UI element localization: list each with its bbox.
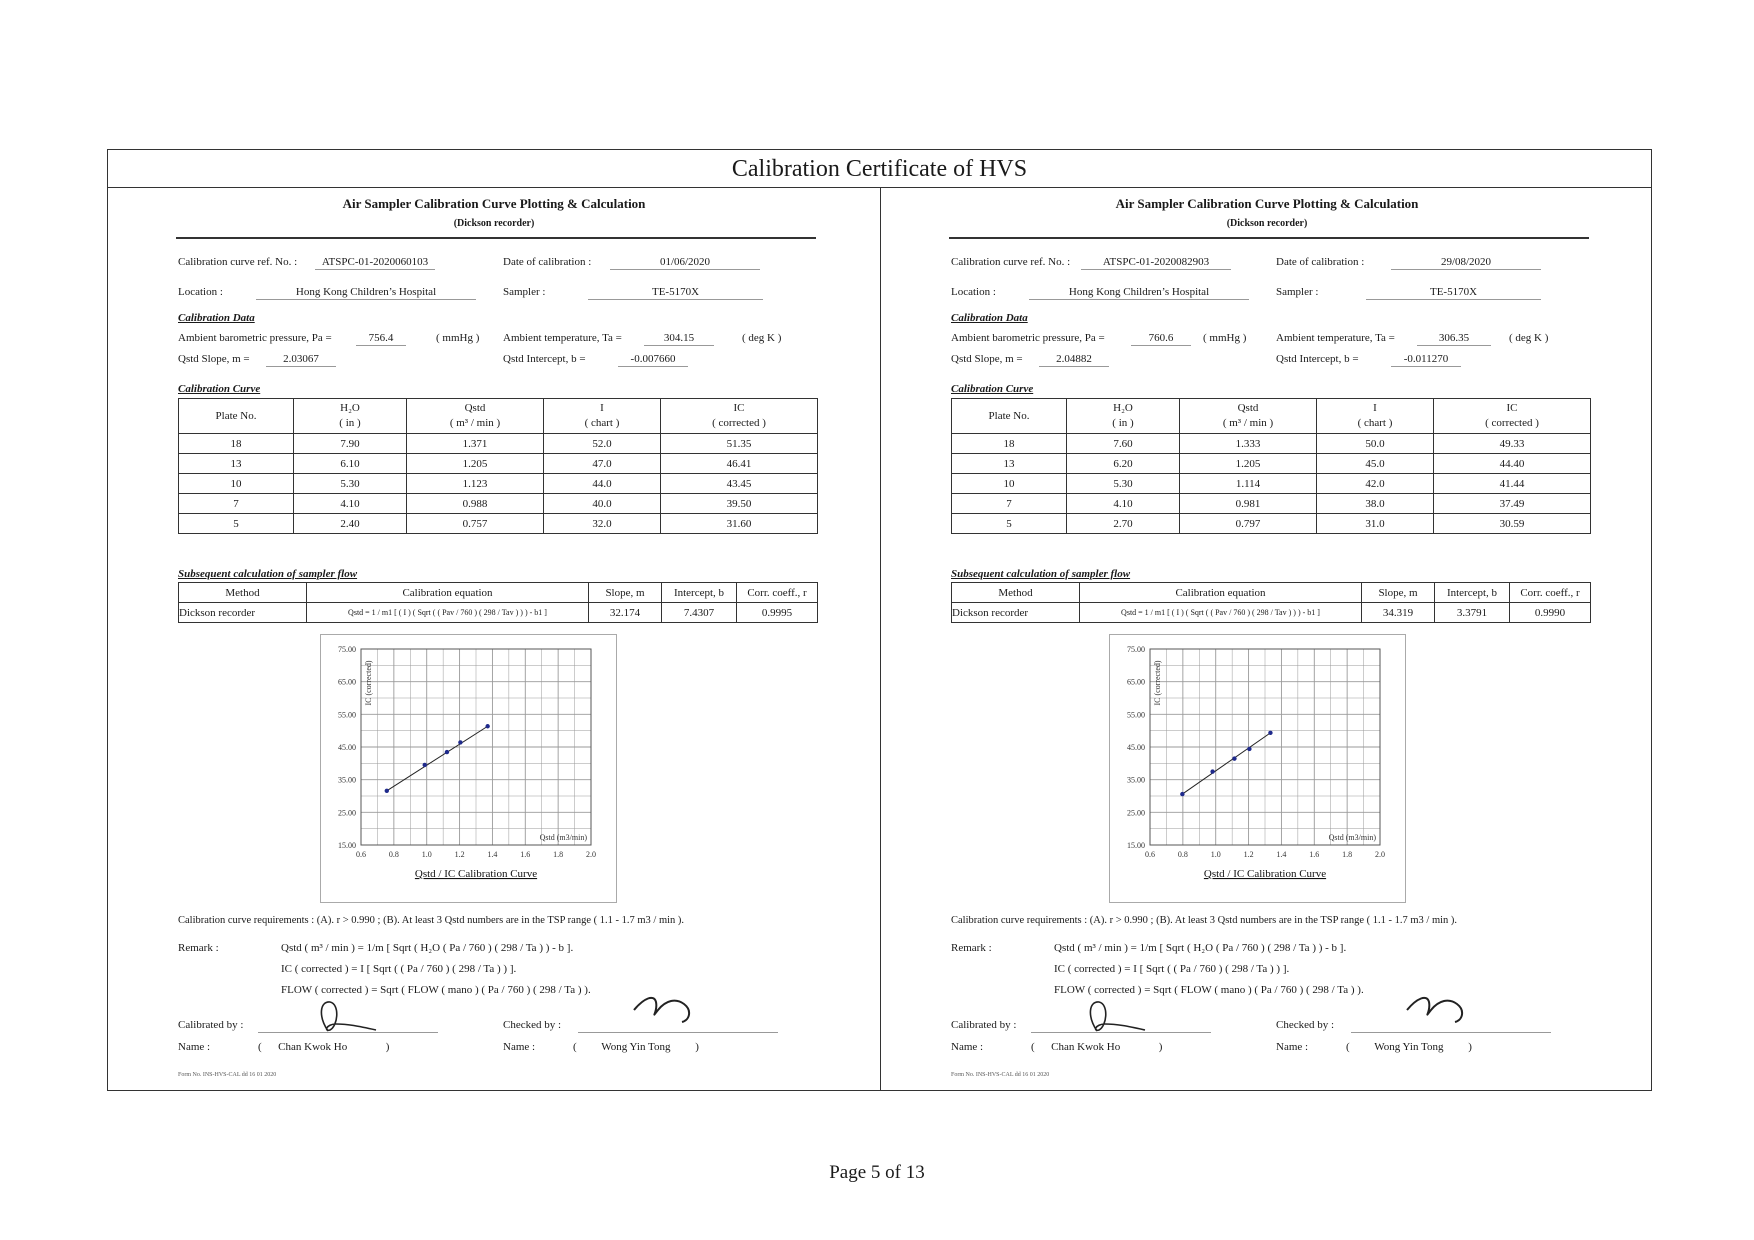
table-row: Dickson recorder Qstd = 1 / m1 [ ( I ) ( Sqrt ( ( Pav / 760 ) ( 298 / Tav ) ) ) - b1 ] 32.174 7.4307 0.9995 [179, 603, 818, 623]
header-qstd: Qstd ( m³ / min ) [407, 399, 544, 434]
temperature-label: Ambient temperature, Ta = [503, 332, 622, 344]
chart-x-tick-label: 1.8 [1342, 850, 1353, 859]
ref-value: ATSPC-01-2020060103 [315, 255, 435, 270]
checked-name: ( Wong Yin Tong ) [1346, 1041, 1472, 1053]
table-header-row: Method Calibration equation Slope, m Intercept, b Corr. coeff., r [179, 583, 818, 603]
chart-svg [321, 635, 616, 902]
chart-title: Qstd / IC Calibration Curve [414, 868, 538, 880]
calibrated-name: ( Chan Kwok Ho ) [258, 1041, 390, 1053]
calibration-curve-table [951, 398, 1591, 534]
chart-x-tick-label: 0.8 [1177, 850, 1188, 859]
checker-signature [1401, 988, 1491, 1028]
calibrated-by-label: Calibrated by : [178, 1019, 244, 1031]
chart-x-tick-label: 1.6 [520, 850, 531, 859]
date-value: 29/08/2020 [1391, 255, 1541, 270]
pressure-unit: ( mmHg ) [436, 332, 480, 344]
sampler-flow-table [951, 582, 1591, 623]
sampler-value: TE-5170X [588, 285, 763, 300]
calibration-curve-heading: Calibration Curve [951, 383, 1034, 395]
chart-y-tick-label: 15.00 [338, 841, 356, 850]
panel-title: Air Sampler Calibration Curve Plotting & Calculation [342, 196, 646, 211]
date-label: Date of calibration : [1276, 256, 1365, 268]
chart-trendline [387, 726, 488, 791]
calibration-curve-heading: Calibration Curve [178, 383, 261, 395]
chart-y-tick-label: 25.00 [1127, 808, 1145, 818]
chart-y-tick-label: 25.00 [338, 808, 356, 818]
ref-label: Calibration curve ref. No. : [178, 256, 298, 268]
temperature-value: 304.15 [644, 331, 714, 346]
chart-y-axis-label: IC (corrected) [364, 660, 373, 706]
calibrator-signature [308, 996, 388, 1036]
pressure-label: Ambient barometric pressure, Pa = [951, 332, 1105, 344]
checked-name: ( Wong Yin Tong ) [573, 1041, 699, 1053]
ref-value: ATSPC-01-2020082903 [1081, 255, 1231, 270]
table-row: 5 2.40 0.757 32.0 31.60 [179, 514, 818, 534]
chart-y-tick-label: 35.00 [1127, 775, 1145, 785]
header-plate: Plate No. [952, 399, 1067, 434]
remark-line-2: IC ( corrected ) = I [ Sqrt ( ( Pa / 760 ) ( 298 / Ta ) ) ]. [1054, 963, 1290, 975]
flow-heading: Subsequent calculation of sampler flow [178, 568, 358, 580]
calibration-curve-table [178, 398, 818, 534]
chart-y-tick-label: 45.00 [338, 743, 356, 752]
date-label: Date of calibration : [503, 256, 592, 268]
chart-x-tick-label: 1.0 [421, 850, 432, 859]
calibration-chart-right [1109, 634, 1406, 903]
header-i: I ( chart ) [1317, 399, 1434, 434]
chart-point [1232, 756, 1236, 760]
ref-label: Calibration curve ref. No. : [951, 256, 1071, 268]
chart-point [485, 724, 489, 728]
header-ic: IC ( corrected ) [1434, 399, 1591, 434]
checked-by-label: Checked by : [1276, 1019, 1335, 1031]
slope-value: 2.03067 [266, 352, 336, 367]
pressure-label: Ambient barometric pressure, Pa = [178, 332, 332, 344]
chart-y-tick-label: 15.00 [1127, 841, 1145, 850]
chart-point [1247, 747, 1251, 751]
calibration-chart-left [320, 634, 617, 903]
header-h2o: H₂O ( in ) [1067, 399, 1180, 434]
location-label: Location : [951, 286, 996, 298]
table-row: 13 6.20 1.205 45.0 44.40 [952, 454, 1591, 474]
panel-subtitle: (Dickson recorder) [1226, 218, 1308, 229]
certificate-title: Calibration Certificate of HVS [108, 150, 1651, 188]
chart-point [1180, 792, 1184, 796]
sampler-value: TE-5170X [1366, 285, 1541, 300]
temperature-label: Ambient temperature, Ta = [1276, 332, 1395, 344]
chart-y-axis-label: IC (corrected) [1153, 660, 1162, 706]
chart-point [423, 763, 427, 767]
remark-line-3: FLOW ( corrected ) = Sqrt ( FLOW ( mano ) ( Pa / 760 ) ( 298 / Ta ) ). [281, 984, 591, 996]
sampler-label: Sampler : [503, 286, 546, 298]
table-row: 7 4.10 0.988 40.0 39.50 [179, 494, 818, 514]
chart-x-tick-label: 0.6 [356, 850, 366, 859]
calibration-panel-right [881, 188, 1653, 1090]
table-header-row: Method Calibration equation Slope, m Intercept, b Corr. coeff., r [952, 583, 1591, 603]
sampler-flow-table [178, 582, 818, 623]
table-row: 13 6.10 1.205 47.0 46.41 [179, 454, 818, 474]
flow-heading: Subsequent calculation of sampler flow [951, 568, 1131, 580]
panel-title: Air Sampler Calibration Curve Plotting & Calculation [1115, 196, 1419, 211]
chart-y-tick-label: 55.00 [1127, 710, 1145, 720]
chart-point [385, 789, 389, 793]
table-row: 18 7.90 1.371 52.0 51.35 [179, 434, 818, 454]
form-number: Form No. INS-HVS-CAL dd 16 01 2020 [178, 1072, 277, 1078]
calibration-panel-left [108, 188, 880, 1090]
table-header-row [179, 399, 818, 434]
calibrated-name-label: Name : [178, 1041, 211, 1053]
pressure-value: 760.6 [1131, 331, 1191, 346]
chart-y-tick-label: 35.00 [338, 775, 356, 785]
title-rule [176, 237, 816, 239]
table-row: 5 2.70 0.797 31.0 30.59 [952, 514, 1591, 534]
location-value: Hong Kong Children’s Hospital [256, 285, 476, 300]
page-number: Page 5 of 13 [829, 1162, 925, 1183]
location-value: Hong Kong Children’s Hospital [1029, 285, 1249, 300]
calibration-data-heading: Calibration Data [178, 312, 255, 324]
chart-x-tick-label: 2.0 [586, 850, 596, 859]
location-label: Location : [178, 286, 223, 298]
remark-label: Remark : [178, 942, 219, 954]
chart-y-tick-label: 65.00 [1127, 677, 1145, 687]
title-rule [949, 237, 1589, 239]
intercept-value: -0.011270 [1391, 352, 1461, 367]
form-number: Form No. INS-HVS-CAL dd 16 01 2020 [951, 1072, 1050, 1078]
checker-signature [628, 988, 718, 1028]
header-i: I ( chart ) [544, 399, 661, 434]
table-row: Dickson recorder Qstd = 1 / m1 [ ( I ) ( Sqrt ( ( Pav / 760 ) ( 298 / Tav ) ) ) - b1 ] 34.319 3.3791 0.9990 [952, 603, 1591, 623]
chart-x-tick-label: 1.0 [1210, 850, 1221, 859]
chart-point [445, 750, 449, 754]
slope-label: Qstd Slope, m = [951, 353, 1023, 365]
remark-line-1: Qstd ( m³ / min ) = 1/m [ Sqrt ( H₂O ( Pa / 760 ) ( 298 / Ta ) ) - b ]. [1054, 942, 1347, 954]
remark-label: Remark : [951, 942, 992, 954]
chart-x-tick-label: 1.8 [553, 850, 564, 859]
calibrator-signature [1077, 996, 1157, 1036]
date-value: 01/06/2020 [610, 255, 760, 270]
chart-x-tick-label: 0.8 [388, 850, 399, 859]
header-h2o: H₂O ( in ) [294, 399, 407, 434]
requirements-text: Calibration curve requirements : (A). r > 0.990 ; (B). At least 3 Qstd numbers are in the TSP range ( 1.1 - 1.7 m3 / min ). [951, 915, 1458, 926]
chart-y-tick-label: 65.00 [338, 677, 356, 687]
chart-x-tick-label: 1.4 [487, 850, 498, 859]
chart-svg [1110, 635, 1405, 902]
checked-name-label: Name : [503, 1041, 536, 1053]
temperature-unit: ( deg K ) [1509, 332, 1549, 344]
slope-value: 2.04882 [1039, 352, 1109, 367]
chart-x-tick-label: 1.4 [1276, 850, 1287, 859]
temperature-unit: ( deg K ) [742, 332, 782, 344]
table-header-row [952, 399, 1591, 434]
requirements-text: Calibration curve requirements : (A). r > 0.990 ; (B). At least 3 Qstd numbers are in the TSP range ( 1.1 - 1.7 m3 / min ). [178, 915, 685, 926]
chart-point [1268, 731, 1272, 735]
remark-line-1: Qstd ( m³ / min ) = 1/m [ Sqrt ( H₂O ( Pa / 760 ) ( 298 / Ta ) ) - b ]. [281, 942, 574, 954]
chart-x-tick-label: 2.0 [1375, 850, 1385, 859]
header-ic: IC ( corrected ) [661, 399, 818, 434]
checked-by-label: Checked by : [503, 1019, 562, 1031]
remark-line-2: IC ( corrected ) = I [ Sqrt ( ( Pa / 760 ) ( 298 / Ta ) ) ]. [281, 963, 517, 975]
chart-point [1210, 769, 1214, 773]
certificate-frame [107, 149, 1652, 1091]
calibrated-name-label: Name : [951, 1041, 984, 1053]
table-row: 10 5.30 1.123 44.0 43.45 [179, 474, 818, 494]
chart-x-axis-label: Qstd (m3/min) [539, 833, 587, 842]
chart-y-tick-label: 75.00 [1127, 645, 1145, 654]
intercept-label: Qstd Intercept, b = [1276, 353, 1359, 365]
intercept-value: -0.007660 [618, 352, 688, 367]
chart-x-tick-label: 1.2 [454, 850, 465, 859]
chart-point [458, 740, 462, 744]
header-plate: Plate No. [179, 399, 294, 434]
chart-y-tick-label: 75.00 [338, 645, 356, 654]
checked-name-label: Name : [1276, 1041, 1309, 1053]
panel-subtitle: (Dickson recorder) [453, 218, 535, 229]
slope-label: Qstd Slope, m = [178, 353, 250, 365]
table-row: 7 4.10 0.981 38.0 37.49 [952, 494, 1591, 514]
table-row: 10 5.30 1.114 42.0 41.44 [952, 474, 1591, 494]
header-qstd: Qstd ( m³ / min ) [1180, 399, 1317, 434]
pressure-value: 756.4 [356, 331, 406, 346]
chart-y-tick-label: 55.00 [338, 710, 356, 720]
chart-x-axis-label: Qstd (m3/min) [1328, 833, 1376, 842]
chart-y-tick-label: 45.00 [1127, 743, 1145, 752]
chart-x-tick-label: 1.6 [1309, 850, 1320, 859]
chart-x-tick-label: 1.2 [1243, 850, 1254, 859]
chart-x-tick-label: 0.6 [1145, 850, 1155, 859]
remark-line-3: FLOW ( corrected ) = Sqrt ( FLOW ( mano ) ( Pa / 760 ) ( 298 / Ta ) ). [1054, 984, 1364, 996]
pressure-unit: ( mmHg ) [1203, 332, 1247, 344]
sampler-label: Sampler : [1276, 286, 1319, 298]
calibrated-name: ( Chan Kwok Ho ) [1031, 1041, 1163, 1053]
intercept-label: Qstd Intercept, b = [503, 353, 586, 365]
calibrated-by-label: Calibrated by : [951, 1019, 1017, 1031]
calibration-data-heading: Calibration Data [951, 312, 1028, 324]
table-row: 18 7.60 1.333 50.0 49.33 [952, 434, 1591, 454]
chart-title: Qstd / IC Calibration Curve [1203, 868, 1327, 880]
temperature-value: 306.35 [1417, 331, 1491, 346]
